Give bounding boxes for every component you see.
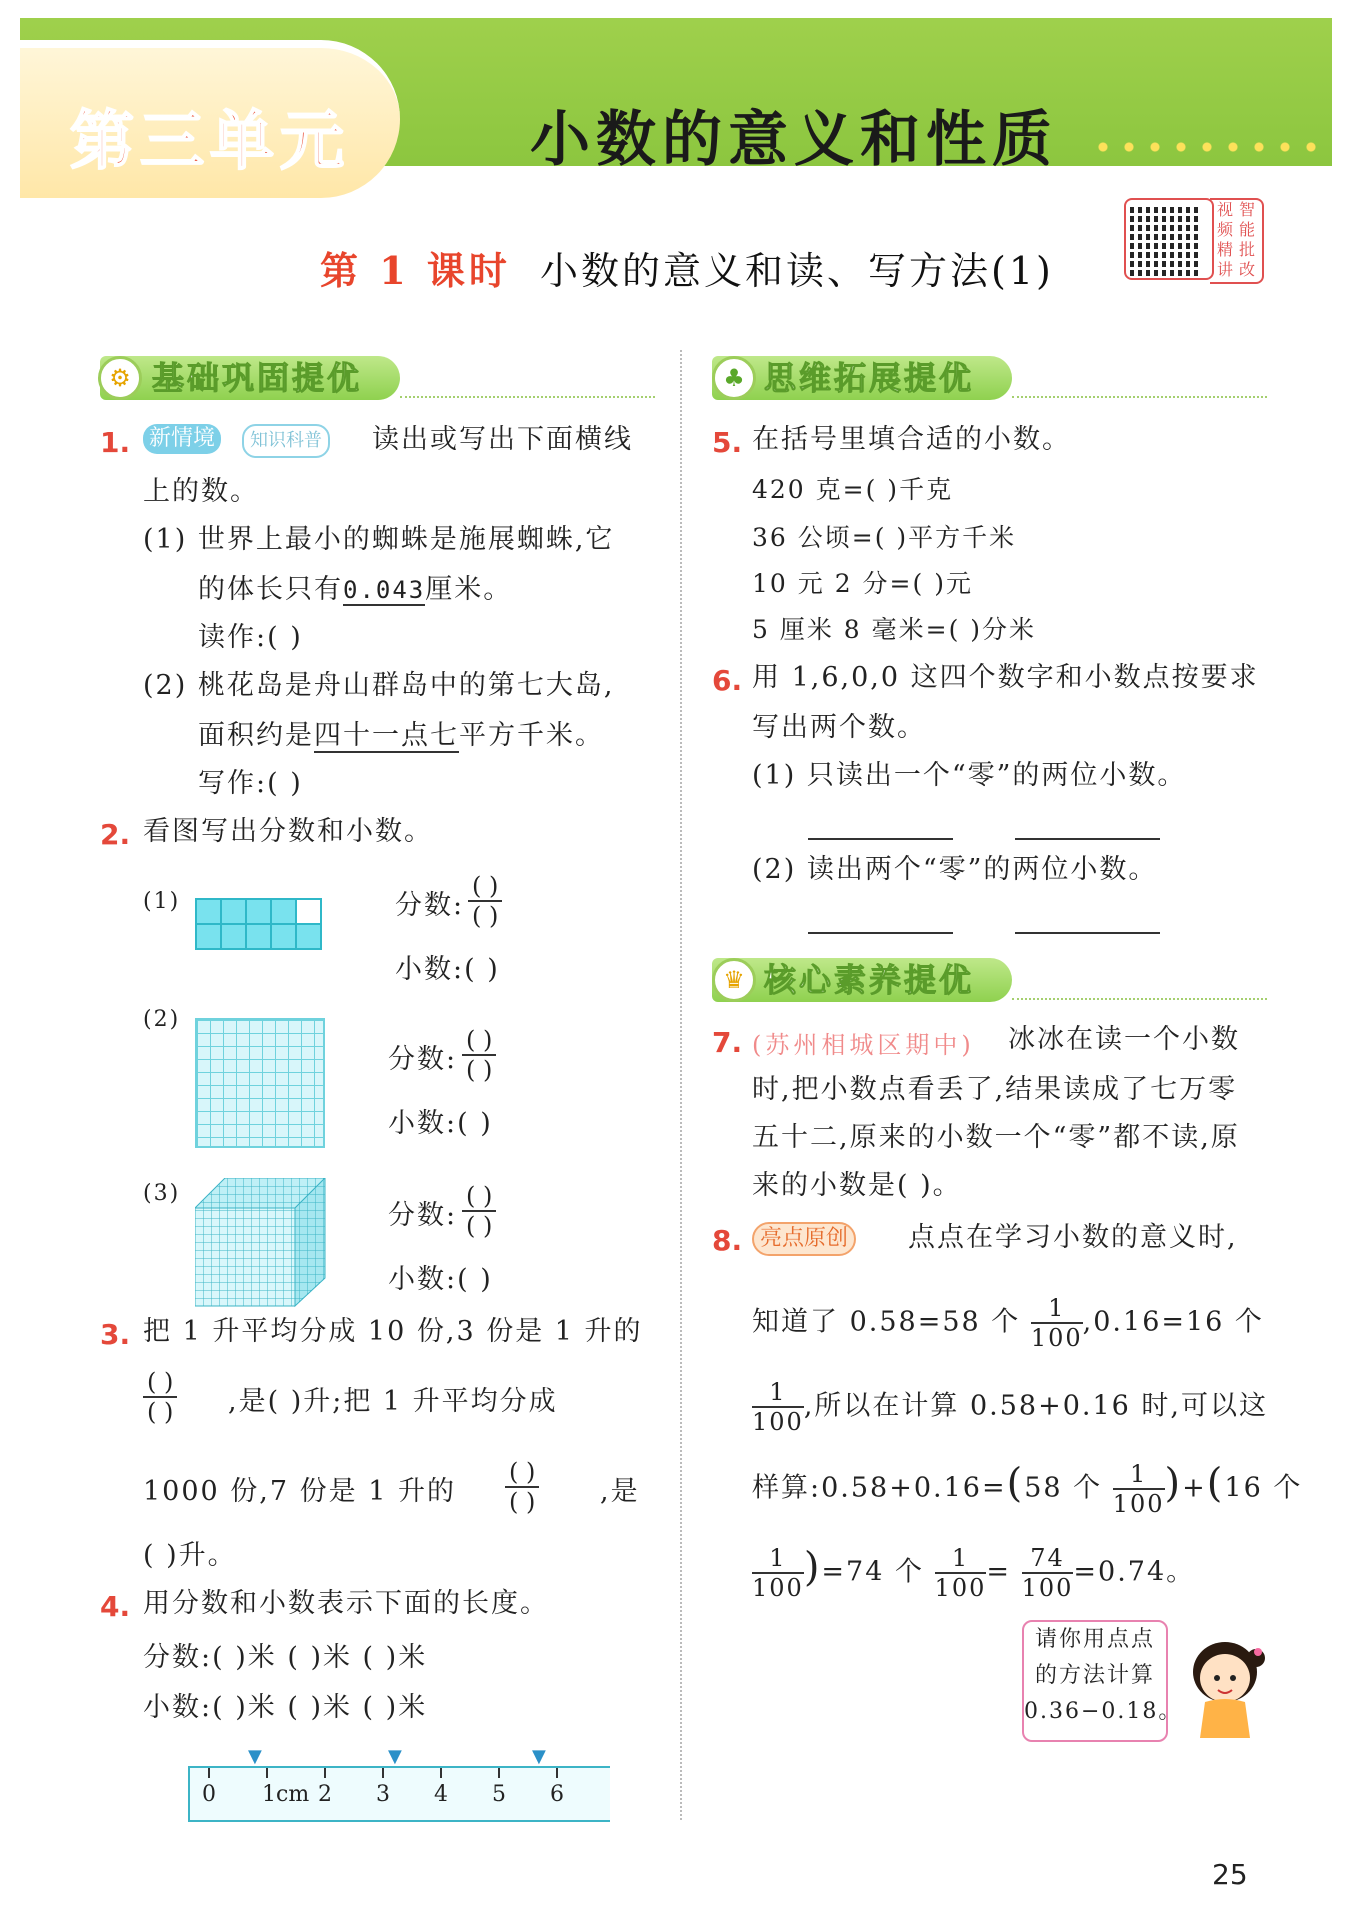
question-number: 5.: [712, 426, 743, 459]
q8-line4: 样算:0.58+0.16=(58 个 $\frac{1}{100}$ )+(16 个: [752, 1460, 1303, 1518]
column-divider: [680, 350, 682, 1820]
q1-answer-write[interactable]: 写作:( ): [198, 768, 303, 799]
frac-den: 100: [752, 1408, 804, 1436]
unit-title: 小数的意义和性质: [530, 105, 1058, 175]
section-core-label: 核心素养提优: [764, 961, 975, 999]
q1-part2-pre: 面积约是: [198, 720, 314, 751]
girl-character-icon: [1180, 1630, 1270, 1740]
q1-part1-pre: 的体长只有: [198, 574, 343, 605]
section-basic: [100, 356, 400, 400]
q7-line1: 冰冰在读一个小数: [1008, 1024, 1240, 1055]
q2-label-2: (2): [143, 1007, 181, 1032]
highlight-tag: 亮点原创: [752, 1222, 856, 1256]
lesson-title: 小数的意义和读、写方法(1): [540, 249, 1054, 293]
hundred-grid-figure: [195, 1018, 325, 1148]
q8-text: =: [986, 1556, 1012, 1588]
q8-line3: [752, 1378, 1268, 1436]
ruler-label: 5: [492, 1782, 506, 1807]
section-basic-label: 基础巩固提优: [152, 359, 363, 397]
q8-text: ,0.16=16 个: [1082, 1306, 1264, 1338]
decimal-answer[interactable]: 小数:( ): [388, 1108, 493, 1139]
question-number: 4.: [100, 1590, 131, 1623]
lesson-number: 第 1 课时: [320, 248, 511, 293]
q6-line1: 用 1,6,0,0 这四个数字和小数点按要求: [752, 662, 1259, 693]
q5-item[interactable]: 10 元 2 分=( )元: [752, 569, 973, 598]
decimal-answer[interactable]: 小数:( ): [395, 954, 500, 985]
frac-num: 1: [935, 1544, 987, 1574]
source-tag: (苏州相城区期中): [752, 1031, 975, 1059]
q1-text: 上的数。: [143, 476, 259, 507]
question-number: 2.: [100, 818, 131, 851]
q1-part1: (1) 世界上最小的蜘蛛是施展蜘蛛,它: [143, 524, 615, 555]
frac-num: 1: [752, 1544, 804, 1574]
fraction-label: 分数:: [388, 1044, 458, 1075]
ruler-label: 1cm: [262, 1782, 310, 1807]
frac-num: 1: [752, 1378, 804, 1408]
q7-line2: 时,把小数点看丢了,结果读成了七万零: [752, 1074, 1238, 1105]
q8-text: =74 个: [821, 1556, 924, 1588]
q3-line3: 1000 份,7 份是 1 升的: [143, 1476, 456, 1507]
fraction-answer[interactable]: ( ) ( ): [505, 1458, 539, 1516]
q8-text: ,所以在计算 0.58+0.16 时,可以这: [803, 1390, 1268, 1422]
frac-num: 74: [1022, 1544, 1074, 1574]
section-core: [712, 958, 1012, 1002]
fraction-answer[interactable]: ( ) ( ): [462, 1026, 496, 1084]
trophy-icon: ♛: [712, 958, 756, 1002]
tag-science: 知识科普: [242, 424, 330, 458]
q3-line1: 把 1 升平均分成 10 份,3 份是 1 升的: [143, 1316, 643, 1347]
q6-part1: (1) 只读出一个“零”的两位小数。: [752, 760, 1187, 791]
answer-line[interactable]: [808, 838, 953, 840]
q4-decimal-row[interactable]: 小数:( )米 ( )米 ( )米: [143, 1692, 428, 1723]
qr-code-icon[interactable]: [1124, 198, 1214, 280]
q3-line3-post: ,是: [600, 1476, 640, 1507]
sprout-icon: ♣: [712, 356, 756, 400]
q2-label-3: (3): [143, 1181, 181, 1206]
q3-line2: ,是( )升;把 1 升平均分成: [228, 1386, 558, 1417]
tag-new-context: 新情境: [143, 424, 221, 454]
question-number: 6.: [712, 664, 743, 697]
ruler-label: 6: [550, 1782, 564, 1807]
q8-text: 58 个: [1024, 1472, 1103, 1504]
q1-part2: (2) 桃花岛是舟山群岛中的第七大岛,: [143, 670, 615, 701]
decorative-dots: [1090, 140, 1330, 154]
q8-line1: 点点在学习小数的意义时,: [908, 1222, 1238, 1253]
thousand-cube-figure: [195, 1178, 335, 1308]
q1-number-underlined: 0.043: [343, 576, 426, 604]
ruler-label: 0: [202, 1782, 216, 1807]
q7-line4[interactable]: 来的小数是( )。: [752, 1170, 962, 1201]
frac-num: 1: [1031, 1294, 1083, 1324]
q4-fraction-row[interactable]: 分数:( )米 ( )米 ( )米: [143, 1642, 428, 1673]
q7-line3: 五十二,原来的小数一个“零”都不读,原: [752, 1122, 1240, 1153]
qr-caption-right: 智能批改: [1238, 200, 1255, 279]
section-divider: [400, 396, 655, 398]
page-number: 25: [1212, 1858, 1248, 1891]
answer-line[interactable]: [808, 932, 953, 934]
question-number: 1.: [100, 426, 131, 459]
q8-line5: $\frac{1}{100}$ )=74 个 $\frac{1}{100}$ = $\frac{74}{100}$ =0.74。: [752, 1544, 1196, 1602]
fraction-label: 分数:: [388, 1200, 458, 1231]
q8-text: 样算:0.58+0.16=: [752, 1472, 1007, 1504]
q1-text: 读出或写出下面横线: [372, 424, 633, 455]
qr-caption: [1210, 198, 1264, 284]
q1-part1-line: [198, 572, 512, 608]
q8-line2: [752, 1294, 1264, 1352]
unit-label: 第三单元: [70, 105, 350, 179]
fraction-answer[interactable]: ( ) ( ): [468, 872, 502, 930]
answer-line[interactable]: [1015, 932, 1160, 934]
question-number: 8.: [712, 1224, 743, 1257]
q6-line2: 写出两个数。: [752, 712, 926, 743]
answer-line[interactable]: [1015, 838, 1160, 840]
fraction-answer[interactable]: ( ) ( ): [143, 1368, 177, 1426]
q5-item[interactable]: 420 克=( )千克: [752, 475, 954, 504]
ruler-label: 2: [318, 1782, 332, 1807]
strip-figure: [195, 898, 322, 950]
q5-item[interactable]: 36 公顷=( )平方千米: [752, 523, 1017, 552]
speech-line: 的方法计算: [1034, 1663, 1155, 1688]
q8-text: +: [1182, 1472, 1207, 1504]
ruler-label: 3: [376, 1782, 390, 1807]
frac-den: 100: [752, 1574, 804, 1602]
frac-den: 100: [934, 1574, 987, 1602]
section-divider: [1012, 998, 1267, 1000]
q5-text: 在括号里填合适的小数。: [752, 424, 1071, 455]
section-thinking: [712, 356, 1012, 400]
section-thinking-label: 思维拓展提优: [764, 359, 975, 397]
fraction-answer[interactable]: ( ) ( ): [462, 1182, 496, 1240]
decimal-answer[interactable]: 小数:( ): [388, 1264, 493, 1295]
arrow-down-icon: ▼: [532, 1746, 546, 1767]
section-divider: [1012, 396, 1267, 398]
q6-part2: (2) 读出两个“零”的两位小数。: [752, 854, 1158, 885]
frac-den: 100: [1021, 1574, 1074, 1602]
arrow-down-icon: ▼: [248, 1746, 262, 1767]
question-number: 3.: [100, 1318, 131, 1351]
q1-part1-post: 厘米。: [425, 574, 513, 605]
frac-num: 1: [1113, 1460, 1165, 1490]
question-number: 7.: [712, 1026, 743, 1059]
q1-answer-read[interactable]: 读作:( ): [198, 622, 303, 653]
q5-item[interactable]: 5 厘米 8 毫米=( )分米: [752, 615, 1037, 644]
q3-line4[interactable]: ( )升。: [143, 1540, 237, 1571]
speech-line: 0.36−0.18。: [1024, 1699, 1183, 1724]
q2-text: 看图写出分数和小数。: [143, 816, 433, 847]
q4-text: 用分数和小数表示下面的长度。: [143, 1588, 549, 1619]
fraction-label: 分数:: [395, 890, 465, 921]
ruler: [188, 1746, 610, 1822]
sun-gear-icon: ⚙: [98, 356, 142, 400]
q8-text: =0.74。: [1073, 1556, 1196, 1588]
speech-bubble: [1022, 1620, 1183, 1742]
q8-text: 知道了 0.58=58 个: [752, 1306, 1021, 1338]
q1-part2-post: 平方千米。: [459, 720, 604, 751]
q1-part2-line: [198, 718, 604, 754]
ruler-label: 4: [434, 1782, 448, 1807]
q8-text: 16 个: [1224, 1472, 1303, 1504]
frac-den: 100: [1030, 1324, 1083, 1352]
q1-words-underlined: 四十一点七: [314, 720, 459, 751]
speech-line: 请你用点点: [1034, 1627, 1155, 1652]
arrow-down-icon: ▼: [388, 1746, 402, 1767]
frac-den: 100: [1112, 1490, 1165, 1518]
q2-label-1: (1): [143, 889, 181, 914]
qr-caption-left: 视频精讲: [1216, 200, 1233, 279]
